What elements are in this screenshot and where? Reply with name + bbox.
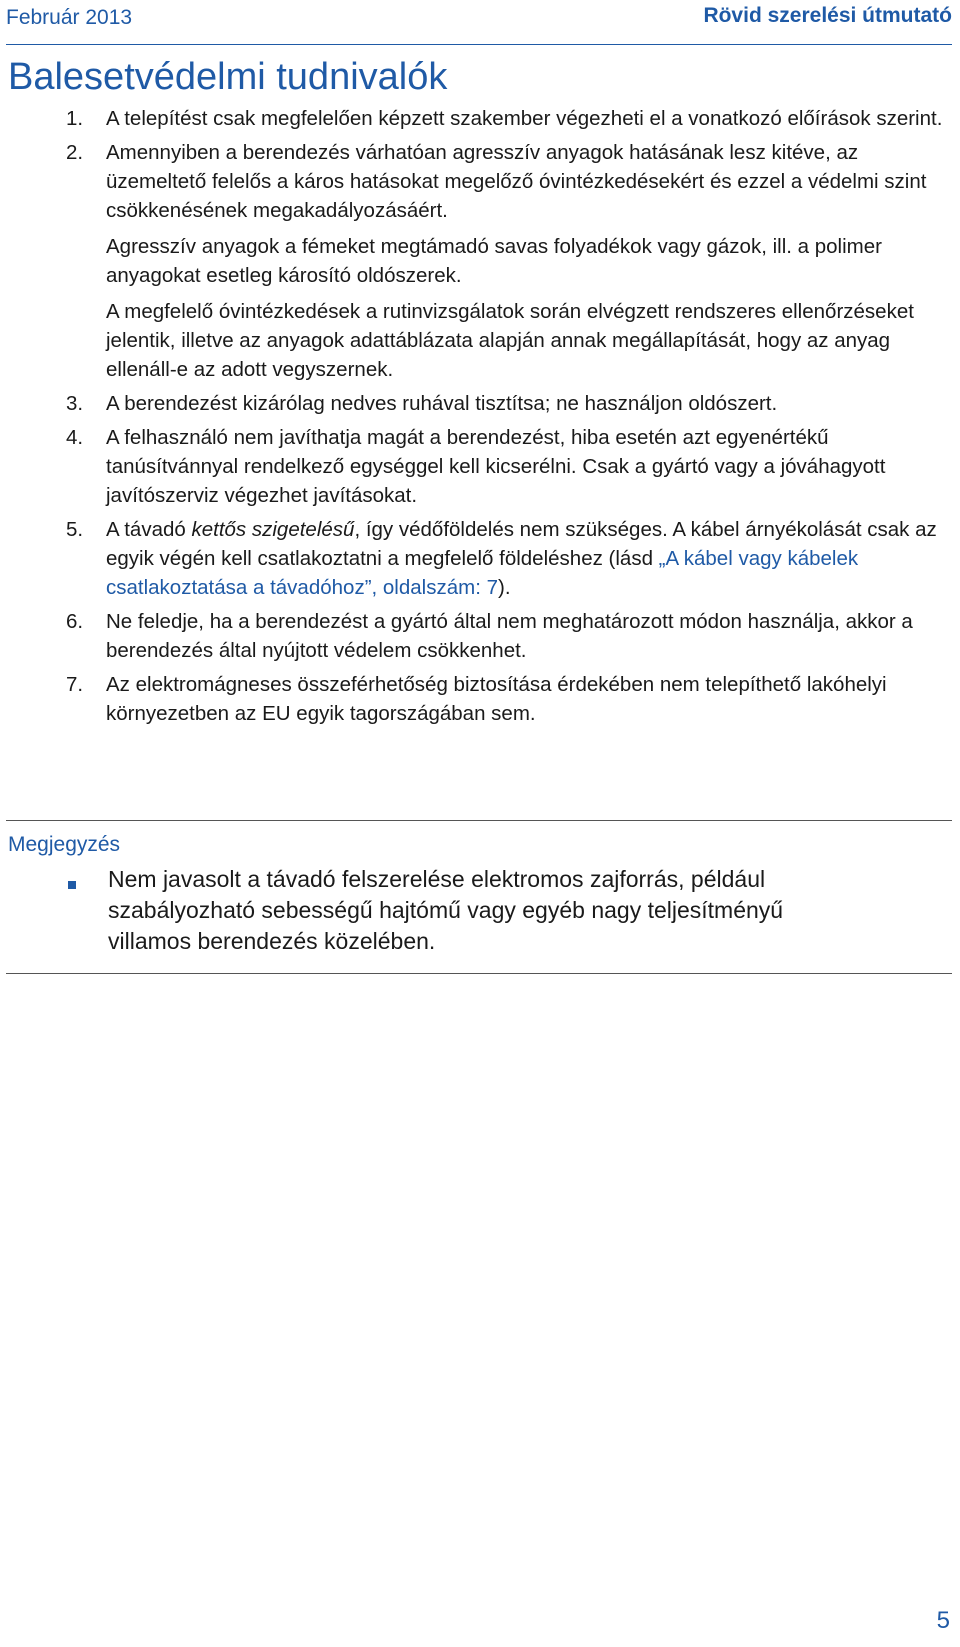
- item-number: 6.: [66, 610, 84, 633]
- list-item-5: [66, 515, 946, 602]
- item-text: A felhasználó nem javíthatja magát a berendezést, hiba esetén azt egyenértékű tanúsítvánnyal rendelkező egységgel kell kicserélni. Csak a gyártó vagy a jóváhagyott javítószerviz végezhet javításokat.: [106, 426, 886, 507]
- note-divider-bottom: [6, 973, 952, 974]
- list-item-7: [66, 670, 946, 728]
- note-label: Megjegyzés: [8, 833, 121, 856]
- item-number: 4.: [66, 426, 84, 449]
- page-number: 5: [936, 1607, 950, 1634]
- list-item-4: [66, 423, 946, 510]
- item-text-part: , így védőföldelés nem szükséges. A kábel árnyékolását csak az egyik végén kell csatlakoztatni a megfelelő földeléshez (lásd: [106, 518, 937, 570]
- note-bullet-icon: [68, 881, 76, 889]
- item-text: Ne feledje, ha a berendezést a gyártó által nem meghatározott módon használja, akkor a berendezés által nyújtott védelem csökkenhet.: [106, 610, 913, 662]
- list-item-6: [66, 607, 946, 665]
- item-text-part: A távadó: [106, 518, 192, 541]
- safety-list: [66, 104, 946, 733]
- item-number: 5.: [66, 518, 84, 541]
- item-number: 1.: [66, 107, 84, 130]
- item-text-part: ).: [498, 576, 511, 599]
- page-title: Balesetvédelmi tudnivalók: [8, 56, 448, 98]
- item-text: A berendezést kizárólag nedves ruhával tisztítsa; ne használjon oldószert.: [106, 392, 778, 415]
- item-number: 7.: [66, 673, 84, 696]
- list-item-3: [66, 389, 946, 418]
- page-header: [6, 0, 952, 45]
- header-date: Február 2013: [6, 6, 133, 29]
- item-paragraph-3: A megfelelő óvintézkedések a rutinvizsgálatok során elvégzett rendszeres ellenőrzéseket jelentik, illetve az anyagok adattáblázata alapján annak megállapítását, hogy az anyag ellenáll-e az adott vegyszernek.: [106, 300, 914, 381]
- item-emphasis: kettős szigetelésű: [191, 518, 355, 541]
- item-number: 3.: [66, 392, 84, 415]
- item-text: [106, 515, 946, 602]
- item-number: 2.: [66, 141, 84, 164]
- note-divider-top: [6, 820, 952, 821]
- header-doc-title: Rövid szerelési útmutató: [703, 4, 952, 27]
- note-text: Nem javasolt a távadó felszerelése elektromos zajforrás, például szabályozható sebességű hajtómű vagy egyéb nagy teljesítményű villamos berendezés közelében.: [108, 866, 784, 954]
- item-paragraph-2: Agresszív anyagok a fémeket megtámadó savas folyadékok vagy gázok, ill. a polimer anyagokat esetleg károsító oldószerek.: [106, 235, 882, 287]
- cross-reference-link[interactable]: „A kábel vagy kábelek csatlakoztatása a távadóhoz”, oldalszám: 7: [106, 547, 859, 599]
- item-text: A telepítést csak megfelelően képzett szakember végezheti el a vonatkozó előírások szerint.: [106, 107, 943, 130]
- item-paragraph-1: Amennyiben a berendezés várhatóan agresszív anyagok hatásának lesz kitéve, az üzemeltető felelős a káros hatásokat megelőző óvintézkedésekért és ezzel a védelmi szint csökkenésének megakadályozásáért.: [106, 141, 927, 222]
- list-item-1: [66, 104, 946, 133]
- item-text: Az elektromágneses összeférhetőség biztosítása érdekében nem telepíthető lakóhelyi környezetben az EU egyik tagországában sem.: [106, 673, 887, 725]
- list-item-2: [66, 138, 946, 384]
